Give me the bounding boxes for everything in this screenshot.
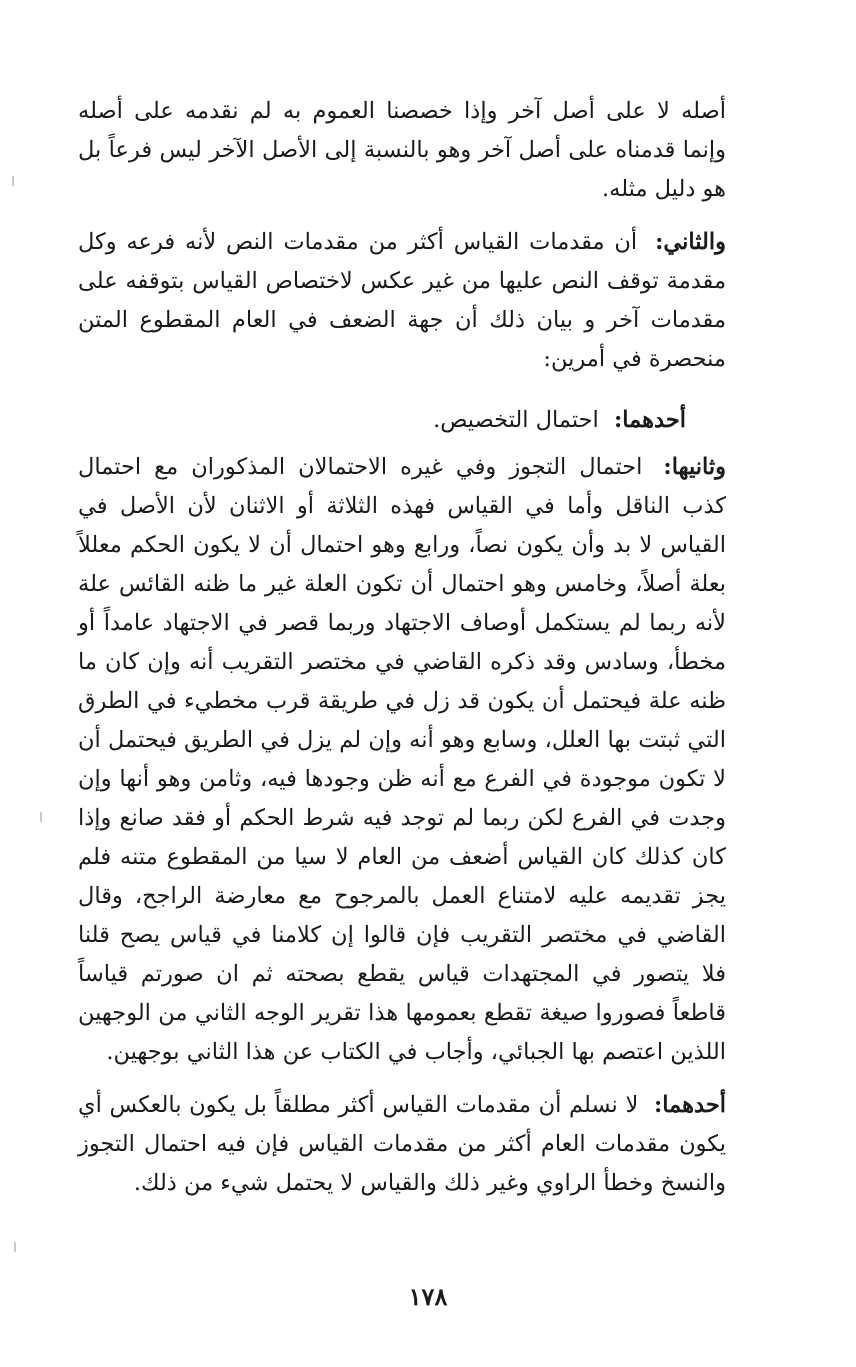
paragraph-lead-word: والثاني: [655,229,727,255]
page-number: ١٧٨ [408,1282,448,1311]
scan-mark [40,812,42,822]
paragraph-first-matter [78,401,726,440]
paragraph-text: لا نسلم أن مقدمات القياس أكثر مطلقاً بل يكون بالعكس أي يكون مقدمات العام أكثر من مقدمات القياس فإن فيه احتمال التجوز والنسخ وخطأ الراوي وغير ذلك والقياس لا يحتمل شيء من ذلك. [78,1092,726,1196]
paragraph-lead-word: أحدهما: [613,407,686,433]
paragraph-text: أصله لا على أصل آخر وإذا خصصنا العموم به لم نقدمه على أصله وإنما قدمناه على أصل آخر وهو بالنسبة إلى الأصل الآخر ليس فرعاً بل هو دليل مثله. [78,98,726,202]
book-page-body [78,92,726,1203]
scan-mark [14,1242,16,1252]
paragraph-lead-word: أحدهما: [653,1092,726,1118]
scan-mark [12,176,14,186]
paragraph-second-reason [78,223,726,379]
paragraph-text: احتمال التخصيص. [433,407,599,433]
paragraph-lead-word: وثانيها: [663,454,726,480]
paragraph-text: أن مقدمات القياس أكثر من مقدمات النص لأنه فرعه وكل مقدمة توقف النص عليها من غير عكس لاختصاص القياس بتوقفه على مقدمات آخر و بيان ذلك أن جهة الضعف في العام المقطوع المتن منحصرة في أمرين: [78,229,726,372]
paragraph-first-answer [78,1086,726,1203]
paragraph-text: احتمال التجوز وفي غيره الاحتمالان المذكوران مع احتمال كذب الناقل وأما في القياس فهذه الثلاثة أو الاثنان لأن الأصل في القياس لا بد وأن يكون نصاً، ورابع وهو احتمال أن لا يكون الحكم معللاً بعلة أصلاً، وخامس وهو احتمال أن تكون العلة غير ما ظنه القائس علة لأنه ربما لم يستكمل أوصاف الاجتهاد وربما قصر في الاجتهاد عامداً أو مخطأ، وسادس وقد ذكره القاضي في مختصر التقريب أنه وإن كان ما ظنه علة فيحتمل أن يكون قد زل في طريقة قرب مخطيء في الطرق التي ثبتت بها العلل، وسابع وهو أنه وإن لم يزل في الطريق فيحتمل أن لا تكون موجودة في الفرع مع أنه ظن وجودها فيه، وثامن وهو أنها وإن وجدت في الفرع لكن ربما لم توجد فيه شرط الحكم أو فقد صانع وإذا كان كذلك كان القياس أضعف من العام لا سيا من المقطوع متنه فلم يجز تقديمه عليه لامتناع العمل بالمرجوح مع معارضة الراجح، وقال القاضي في مختصر التقريب فإن قالوا إن كلامنا في قياس يصح قلنا فلا يتصور في المجتهدات قياس يقطع بصحته ثم ان صورتم قياساً قاطعاً فصوروا صيغة تقطع بعمومها هذا تقرير الوجه الثاني من الوجهين اللذين اعتصم بها الجبائي، وأجاب في الكتاب عن هذا الثاني بوجهين. [78,454,726,1065]
paragraph-continuation [78,92,726,209]
paragraph-second-matter [78,448,726,1072]
